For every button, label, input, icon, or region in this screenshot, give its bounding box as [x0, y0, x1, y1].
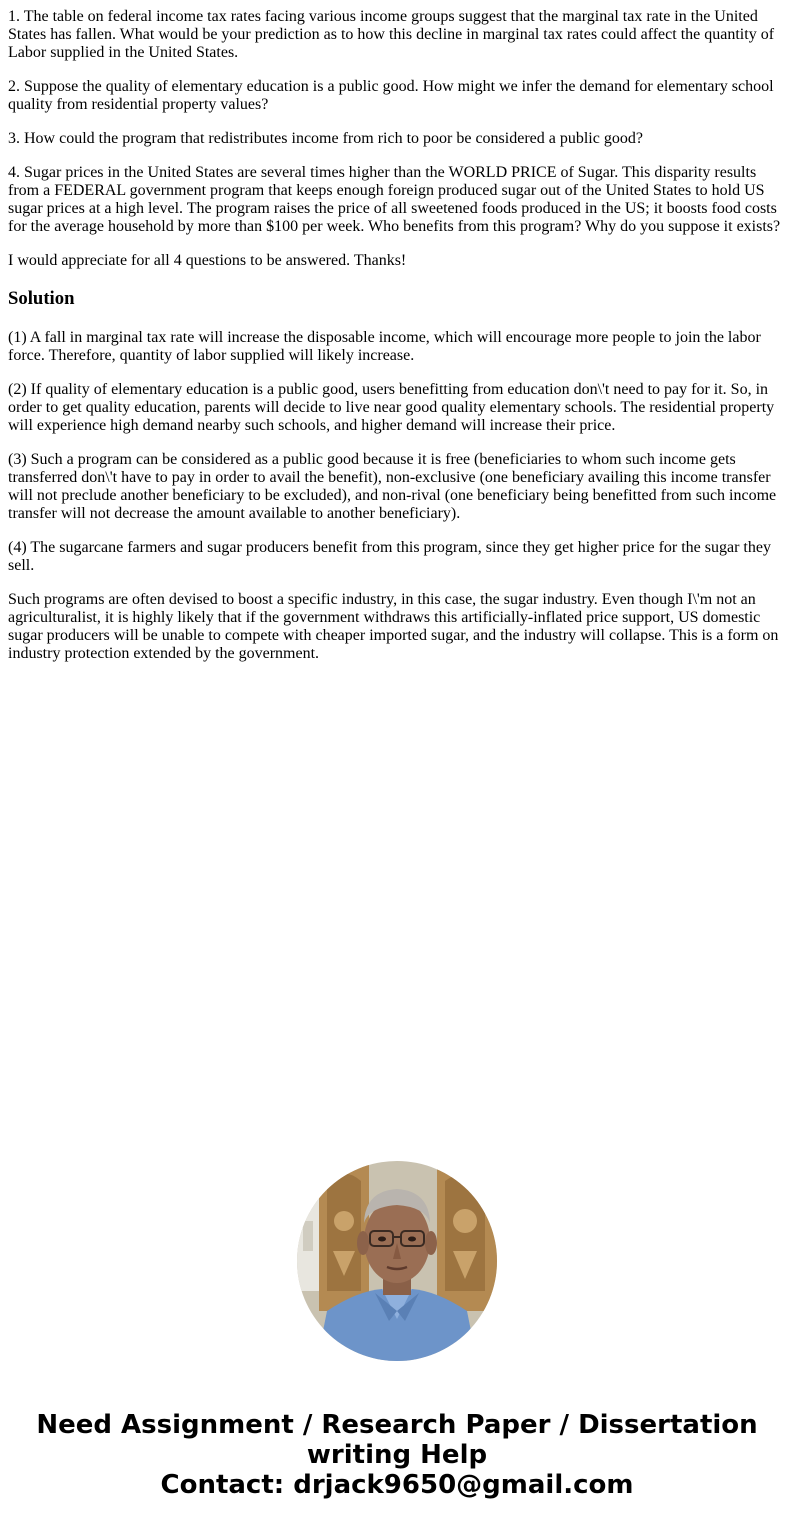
- answer-4: (4) The sugarcane farmers and sugar producers benefit from this program, since they get higher price for the sugar they sell.: [8, 539, 771, 574]
- question-4: 4. Sugar prices in the United States are several times higher than the WORLD PRICE of Sugar. This disparity results from a FEDERAL government program that keeps enough foreign produced sugar out of the United States to hold US sugar prices at a high level. The program raises the price of all sweetened foods produced in the US; it boosts food costs for the average household by more than $100 per week. Who benefits from this program? Why do you suppose it exists?: [8, 164, 781, 235]
- question-closing: I would appreciate for all 4 questions to be answered. Thanks!: [8, 252, 407, 269]
- answer-1: (1) A fall in marginal tax rate will increase the disposable income, which will encourage more people to join the labor force. Therefore, quantity of labor supplied will likely increase.: [8, 329, 761, 364]
- footer-banner: [0, 1410, 794, 1500]
- footer-help-line: Need Assignment / Research Paper / Dissertation writing Help: [36, 1410, 758, 1470]
- solution-heading: Solution: [8, 288, 75, 309]
- author-avatar: [297, 1161, 497, 1361]
- answer-3: (3) Such a program can be considered as a public good because it is free (beneficiaries to whom such income gets transferred don\'t have to pay in order to avail the benefit), non-exclusive (one beneficiary availing this income transfer will not preclude another beneficiary to be excluded), and non-rival (one beneficiary being benefitted from such income transfer will not decrease the amount available to another beneficiary).: [8, 451, 777, 522]
- question-3: 3. How could the program that redistributes income from rich to poor be considered a public good?: [8, 130, 643, 147]
- author-portrait-image: [297, 1161, 497, 1361]
- answer-4-continued: Such programs are often devised to boost a specific industry, in this case, the sugar industry. Even though I\'m not an agriculturalist, it is highly likely that if the government withdraws this artificially-inflated price support, US domestic sugar producers will be unable to compete with cheaper imported sugar, and the industry will collapse. This is a form on industry protection extended by the government.: [8, 591, 779, 662]
- document-body: [0, 8, 794, 663]
- footer-contact-line: Contact: drjack9650@gmail.com: [160, 1470, 634, 1500]
- question-1: 1. The table on federal income tax rates facing various income groups suggest that the marginal tax rate in the United States has fallen. What would be your prediction as to how this decline in marginal tax rates could affect the quantity of Labor supplied in the United States.: [8, 8, 775, 61]
- question-2: 2. Suppose the quality of elementary education is a public good. How might we infer the demand for elementary school quality from residential property values?: [8, 78, 774, 113]
- answer-2: (2) If quality of elementary education is a public good, users benefitting from education don\'t need to pay for it. So, in order to get quality education, parents will decide to live near good quality elementary schools. The residential property will experience high demand nearby such schools, and higher demand will increase their price.: [8, 381, 775, 434]
